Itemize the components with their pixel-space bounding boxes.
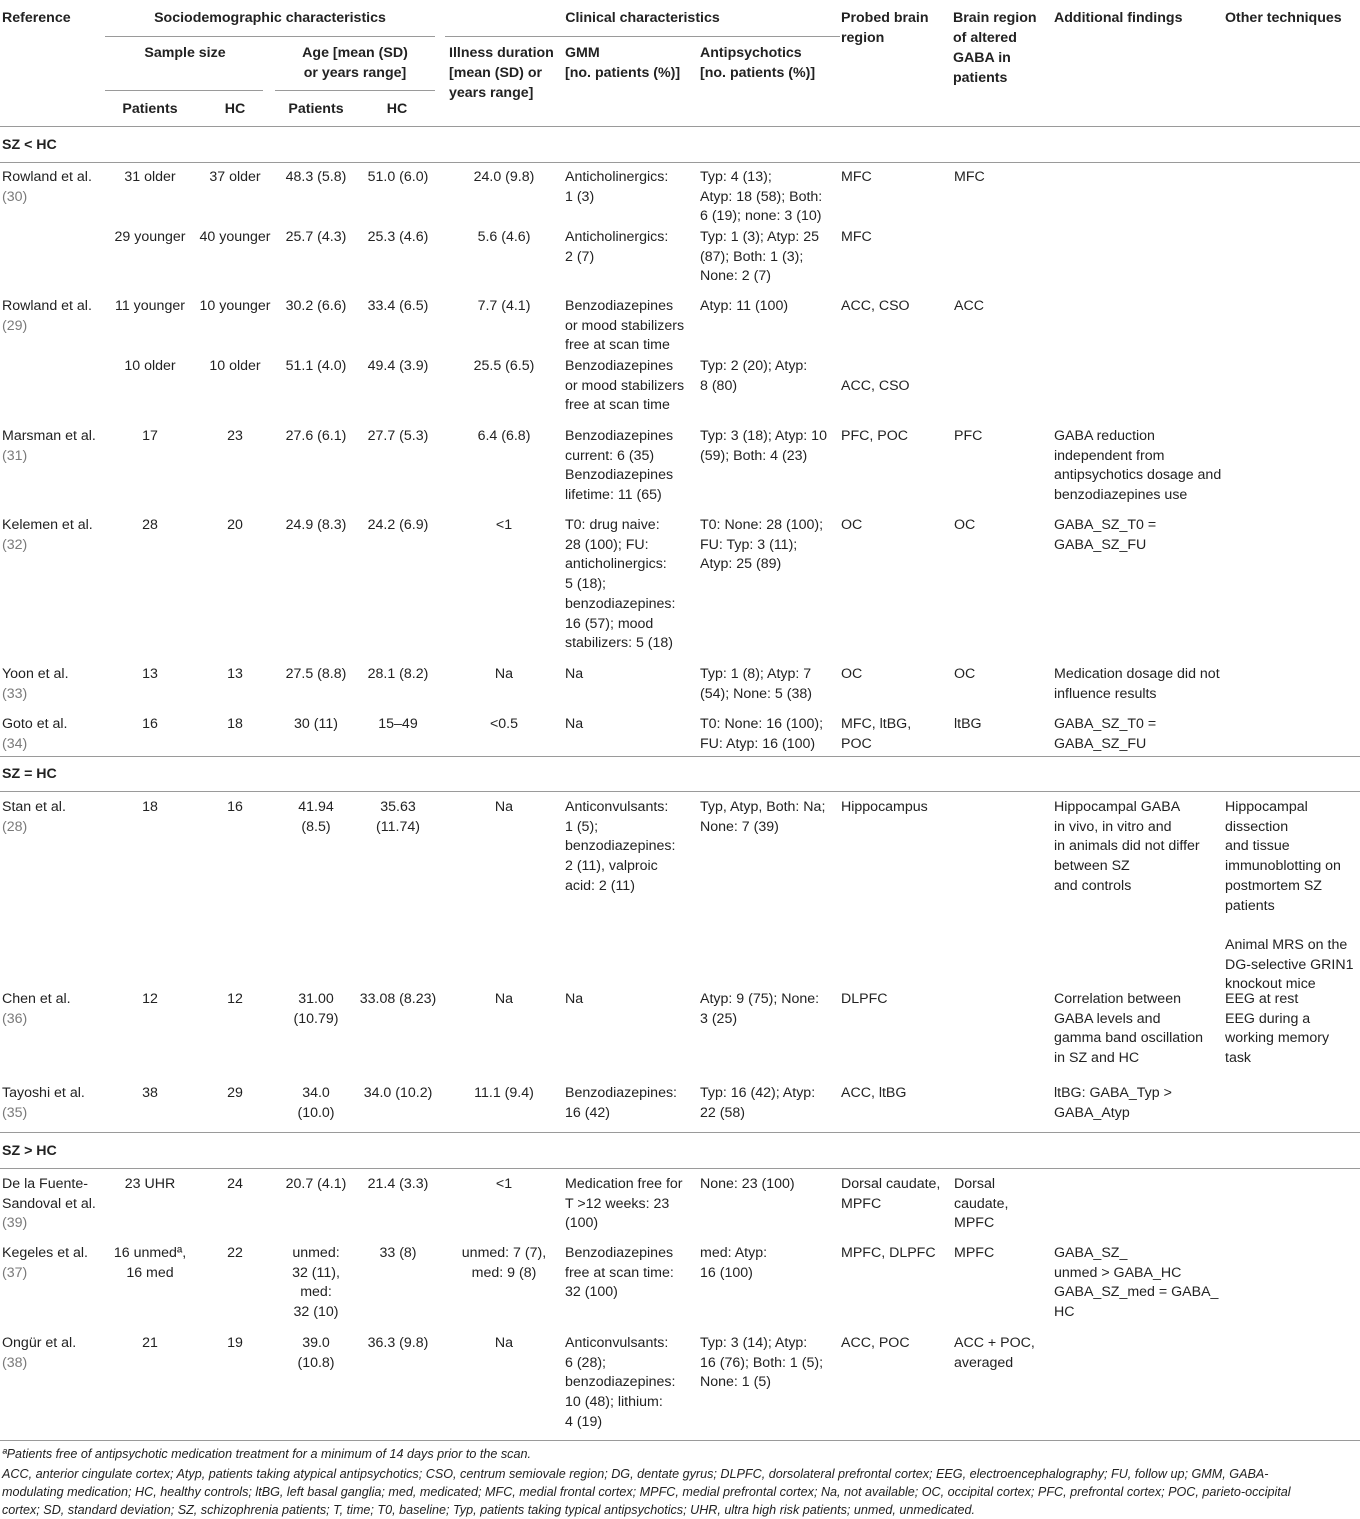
- cell-agep: 34.0: [302, 1085, 330, 1101]
- header-altered-l2: of altered: [953, 30, 1017, 46]
- cell-anti: 6 (19); none: 3 (10): [700, 208, 822, 225]
- cell-pt: 31 older: [124, 169, 176, 185]
- cell-pt: 17: [142, 428, 158, 444]
- cell-gmm: 4 (19): [565, 1413, 603, 1430]
- reference-name: Stan et al.: [2, 799, 66, 815]
- cell-add: GABA_SZ_med = GABA_: [1054, 1284, 1219, 1301]
- cell-add: ltBG: GABA_Typ >: [1054, 1085, 1172, 1101]
- cell-agep: 41.94: [298, 799, 334, 815]
- cell-other: patients: [1225, 897, 1275, 914]
- cell-pt: 18: [142, 799, 158, 815]
- cell-ill: <1: [495, 517, 513, 533]
- cell-add: antipsychotics dosage and: [1054, 467, 1222, 484]
- cell-probed: MFC: [841, 169, 872, 185]
- cell-altered: MFC: [954, 169, 985, 185]
- cell-add: GABA_SZ_T0 =: [1054, 716, 1157, 732]
- cell-pt: 13: [142, 666, 158, 682]
- cell-agep: 32 (11),: [292, 1264, 340, 1281]
- cell-altered: caudate,: [954, 1195, 1009, 1212]
- cell-ill: 7.7 (4.1): [477, 298, 531, 314]
- header-sample-size: Sample size: [144, 45, 226, 61]
- footnote: ACC, anterior cingulate cortex; Atyp, patients taking atypical antipsychotics; CSO, centrum semiovale region; DG, dentate gyrus; DLPFC, dorsolateral prefrontal cortex; EEG, electroencephalography; FU, follow up; GMM, GABA-: [2, 1467, 1269, 1481]
- cell-anti: (87); Both: 1 (3);: [700, 248, 804, 265]
- cell-agep: 31.00: [298, 991, 334, 1007]
- cell-add: GABA reduction: [1054, 428, 1155, 444]
- cell-anti: 8 (80): [700, 377, 738, 394]
- cell-ill: Na: [494, 799, 514, 815]
- cell-probed: OC: [841, 666, 863, 682]
- cell-other: working memory: [1225, 1030, 1330, 1047]
- cell-agep: 27.5 (8.8): [285, 666, 347, 682]
- cell-pt: 29 younger: [114, 229, 186, 245]
- cell-anti: Atyp: 18 (58); Both:: [700, 188, 823, 205]
- reference-number: (32): [2, 536, 28, 553]
- cell-gmm: free at scan time:: [565, 1264, 674, 1281]
- section-label: SZ < HC: [2, 137, 57, 153]
- cell-ageh: 24.2 (6.9): [367, 517, 429, 533]
- header-antipsychotics-l2: [no. patients (%)]: [700, 65, 816, 81]
- reference-number: (39): [2, 1215, 28, 1232]
- reference-name: Chen et al.: [2, 991, 71, 1007]
- cell-gmm: 2 (7): [565, 248, 595, 265]
- cell-gmm: Na: [565, 666, 584, 682]
- header-illness-l1: Illness duration: [449, 45, 554, 61]
- cell-ill: med: 9 (8): [471, 1264, 537, 1281]
- reference-name: De la Fuente-: [2, 1176, 88, 1192]
- cell-anti: 16 (100): [700, 1264, 753, 1281]
- header-age-l1: Age [mean (SD): [302, 45, 408, 61]
- cell-agep: (8.5): [301, 818, 331, 835]
- cell-anti: None: 7 (39): [700, 818, 779, 835]
- cell-agep: 24.9 (8.3): [285, 517, 347, 533]
- header-antipsychotics-l1: Antipsychotics: [700, 45, 802, 61]
- cell-gmm: benzodiazepines:: [565, 838, 676, 855]
- cell-other: DG-selective GRIN1: [1225, 956, 1354, 973]
- cell-ill: unmed: 7 (7),: [461, 1245, 547, 1261]
- cell-gmm: 16 (42): [565, 1104, 610, 1121]
- cell-agep: 20.7 (4.1): [285, 1176, 347, 1192]
- cell-agep: 25.7 (4.3): [285, 229, 347, 245]
- header-gmm-l2: [no. patients (%)]: [565, 65, 681, 81]
- cell-anti: FU: Typ: 3 (11);: [700, 536, 798, 553]
- cell-ageh: 27.7 (5.3): [367, 428, 429, 444]
- cell-gmm: Benzodiazepines: [565, 428, 674, 444]
- reference-number: (28): [2, 818, 28, 835]
- cell-gmm: (100): [565, 1215, 599, 1232]
- cell-gmm: Na: [565, 716, 584, 732]
- cell-altered: Dorsal: [954, 1176, 995, 1192]
- cell-anti: Atyp: 9 (75); None:: [700, 991, 820, 1007]
- cell-ill: <1: [495, 1176, 513, 1192]
- cell-probed: MFC, ltBG,: [841, 716, 912, 732]
- cell-probed: DLPFC: [841, 991, 888, 1007]
- cell-ill: 25.5 (6.5): [473, 358, 535, 374]
- header-altered-l1: Brain region: [953, 10, 1037, 26]
- header-rule: [275, 90, 435, 91]
- cell-probed: ACC, CSO: [841, 298, 910, 314]
- cell-anti: Typ, Atyp, Both: Na;: [700, 799, 826, 815]
- cell-probed: PFC, POC: [841, 428, 909, 444]
- cell-ageh: 21.4 (3.3): [367, 1176, 429, 1192]
- section-label: SZ > HC: [2, 1143, 57, 1159]
- cell-ill: 11.1 (9.4): [474, 1085, 534, 1101]
- cell-other: EEG during a: [1225, 1010, 1311, 1027]
- cell-ageh: 35.63: [380, 799, 416, 815]
- cell-ageh: (11.74): [376, 818, 420, 835]
- header-gmm-l1: GMM: [565, 45, 600, 61]
- cell-anti: Atyp: 11 (100): [700, 298, 789, 314]
- header-bottom-rule: [0, 126, 1360, 127]
- reference-number: (31): [2, 447, 28, 464]
- cell-agep: 27.6 (6.1): [285, 428, 347, 444]
- cell-ageh: 36.3 (9.8): [367, 1335, 429, 1351]
- cell-gmm: or mood stabilizers: [565, 377, 685, 394]
- header-additional: Additional findings: [1054, 10, 1183, 26]
- header-altered-l3: GABA in: [953, 50, 1011, 66]
- header-altered-l4: patients: [953, 70, 1008, 86]
- cell-agep: (10.79): [293, 1010, 339, 1027]
- cell-altered: OC: [954, 666, 976, 682]
- reference-number: (37): [2, 1264, 28, 1281]
- reference-number: (29): [2, 317, 28, 334]
- header-patients: Patients: [122, 101, 178, 117]
- cell-pt: 38: [142, 1085, 158, 1101]
- cell-gmm: anticholinergics:: [565, 556, 667, 573]
- reference-name: Rowland et al.: [2, 298, 92, 314]
- cell-add: gamma band oscillation: [1054, 1030, 1204, 1047]
- header-probed-l1: Probed brain: [841, 10, 929, 26]
- cell-pt: 10 older: [124, 358, 176, 374]
- cell-anti: Typ: 1 (3); Atyp: 25: [700, 229, 820, 245]
- header-patients: Patients: [288, 101, 344, 117]
- cell-altered: PFC: [954, 428, 983, 444]
- cell-agep: (10.0): [297, 1104, 335, 1121]
- cell-gmm: acid: 2 (11): [565, 877, 635, 894]
- reference-name: Yoon et al.: [2, 666, 69, 682]
- cell-hc: 23: [227, 428, 243, 444]
- cell-hc: 13: [227, 666, 243, 682]
- reference-name: Ongür et al.: [2, 1335, 77, 1351]
- section-divider: [0, 756, 1360, 757]
- cell-hc: 40 younger: [199, 229, 271, 245]
- cell-altered: MPFC: [954, 1215, 995, 1232]
- cell-anti: FU: Atyp: 16 (100): [700, 735, 816, 752]
- cell-hc: 22: [227, 1245, 243, 1261]
- cell-ageh: 33.08 (8.23): [359, 991, 437, 1007]
- cell-pt: 23 UHR: [124, 1176, 176, 1192]
- cell-gmm: Benzodiazepines:: [565, 1085, 678, 1101]
- cell-hc: 29: [227, 1085, 243, 1101]
- cell-ageh: 15–49: [378, 716, 418, 732]
- cell-anti: Atyp: 25 (89): [700, 556, 782, 573]
- section-label: SZ = HC: [2, 766, 57, 782]
- reference-number: (33): [2, 685, 28, 702]
- cell-probed: ACC, POC: [841, 1335, 910, 1351]
- cell-gmm: 32 (100): [565, 1284, 618, 1301]
- header-illness-l2: [mean (SD) or: [449, 65, 543, 81]
- cell-gmm: 1 (3): [565, 188, 595, 205]
- cell-pt: 11 younger: [115, 298, 185, 314]
- footnote: modulating medication; HC, healthy controls; ltBG, left basal ganglia; med, medicated; MFC, medial frontal cortex; MPFC, medial prefrontal cortex; Na, not available; OC, occipital cortex; PFC, prefrontal cortex; POC, parieto-occipital: [2, 1485, 1291, 1499]
- cell-gmm: 16 (57); mood: [565, 615, 654, 632]
- cell-agep: (10.8): [297, 1354, 335, 1371]
- cell-pt: 28: [142, 517, 158, 533]
- cell-ill: Na: [494, 1335, 514, 1351]
- cell-anti: Typ: 3 (18); Atyp: 10: [700, 428, 827, 444]
- cell-hc: 18: [227, 716, 243, 732]
- cell-anti: None: 23 (100): [700, 1176, 795, 1192]
- cell-gmm: T0: drug naive:: [565, 517, 660, 533]
- header-rule: [105, 90, 263, 91]
- cell-gmm: Benzodiazepines: [565, 358, 674, 374]
- cell-gmm: Benzodiazepines: [565, 1245, 674, 1261]
- cell-altered: MPFC: [954, 1245, 995, 1261]
- cell-hc: 10 younger: [199, 298, 271, 314]
- reference-name: Kegeles et al.: [2, 1245, 88, 1261]
- cell-anti: med: Atyp:: [700, 1245, 768, 1261]
- cell-add: influence results: [1054, 685, 1157, 702]
- cell-gmm: current: 6 (35): [565, 447, 655, 464]
- cell-add: benzodiazepines use: [1054, 487, 1188, 504]
- cell-ageh: 28.1 (8.2): [367, 666, 429, 682]
- cell-gmm: Anticholinergics:: [565, 229, 669, 245]
- cell-add: between SZ: [1054, 858, 1130, 875]
- cell-add: in vivo, in vitro and: [1054, 818, 1172, 835]
- cell-anti: 3 (25): [700, 1010, 738, 1027]
- cell-altered: ACC + POC,: [954, 1335, 1035, 1351]
- cell-hc: 19: [227, 1335, 243, 1351]
- cell-probed: Dorsal caudate,: [841, 1176, 941, 1192]
- cell-ill: 5.6 (4.6): [477, 229, 531, 245]
- cell-pt: 12: [142, 991, 158, 1007]
- cell-add: GABA_SZ_FU: [1054, 735, 1147, 752]
- header-reference: Reference: [2, 10, 71, 26]
- cell-add: independent from: [1054, 447, 1165, 464]
- cell-ageh: 33 (8): [379, 1245, 417, 1261]
- cell-other: postmortem SZ: [1225, 877, 1322, 894]
- cell-other: immunoblotting on: [1225, 858, 1341, 875]
- cell-gmm: Anticonvulsants:: [565, 799, 669, 815]
- cell-probed: MFC: [841, 229, 872, 245]
- reference-name: Goto et al.: [2, 716, 68, 732]
- cell-anti: T0: None: 28 (100);: [700, 517, 824, 533]
- cell-probed: POC: [841, 735, 872, 752]
- cell-hc: 20: [227, 517, 243, 533]
- cell-anti: 22 (58): [700, 1104, 745, 1121]
- cell-add: and controls: [1054, 877, 1132, 894]
- cell-anti: (59); Both: 4 (23): [700, 447, 808, 464]
- cell-anti: None: 2 (7): [700, 268, 771, 285]
- cell-agep: unmed:: [292, 1245, 340, 1261]
- cell-ageh: 25.3 (4.6): [367, 229, 429, 245]
- cell-altered: ACC: [954, 298, 984, 314]
- cell-other: Hippocampal: [1225, 799, 1308, 815]
- cell-anti: Typ: 1 (8); Atyp: 7: [700, 666, 812, 682]
- header-clinical: Clinical characteristics: [565, 10, 720, 26]
- cell-ill: 6.4 (6.8): [477, 428, 531, 444]
- cell-gmm: Benzodiazepines: [565, 467, 674, 484]
- cell-altered: OC: [954, 517, 976, 533]
- cell-anti: Typ: 3 (14); Atyp:: [700, 1335, 808, 1351]
- cell-pt: 16 unmedª,: [113, 1245, 187, 1261]
- cell-pt: 21: [142, 1335, 158, 1351]
- cell-gmm: 1 (5);: [565, 818, 599, 835]
- reference-name: Rowland et al.: [2, 169, 92, 185]
- cell-agep: 32 (10): [293, 1304, 339, 1321]
- cell-gmm: free at scan time: [565, 397, 670, 414]
- cell-ill: Na: [494, 991, 514, 1007]
- cell-ageh: 49.4 (3.9): [367, 358, 429, 374]
- cell-anti: (54); None: 5 (38): [700, 685, 812, 702]
- cell-hc: 37 older: [209, 169, 261, 185]
- cell-add: in SZ and HC: [1054, 1050, 1140, 1067]
- cell-probed: ACC, ltBG: [841, 1085, 907, 1101]
- cell-agep: 30 (11): [294, 716, 338, 732]
- reference-number: (34): [2, 735, 28, 752]
- cell-pt: 16 med: [126, 1264, 174, 1281]
- section-divider: [0, 1132, 1360, 1133]
- reference-number: (30): [2, 188, 28, 205]
- cell-gmm: 6 (28);: [565, 1354, 607, 1371]
- cell-probed: MPFC: [841, 1195, 882, 1212]
- cell-gmm: benzodiazepines:: [565, 595, 676, 612]
- reference-name: Tayoshi et al.: [2, 1085, 85, 1101]
- cell-gmm: Anticholinergics:: [565, 169, 669, 185]
- cell-add: in animals did not differ: [1054, 838, 1200, 855]
- cell-ill: 24.0 (9.8): [473, 169, 535, 185]
- cell-other: dissection: [1225, 818, 1289, 835]
- table-bottom-rule: [0, 1440, 1360, 1441]
- cell-altered: ltBG: [954, 716, 982, 732]
- cell-other: knockout mice: [1225, 976, 1316, 993]
- cell-add: Correlation between: [1054, 991, 1181, 1007]
- cell-gmm: benzodiazepines:: [565, 1374, 676, 1391]
- cell-gmm: Medication free for: [565, 1176, 683, 1192]
- cell-hc: 10 older: [209, 358, 261, 374]
- reference-number: (38): [2, 1354, 28, 1371]
- header-hc: HC: [224, 101, 246, 117]
- header-age-l2: or years range]: [303, 65, 407, 81]
- cell-add: Hippocampal GABA: [1054, 799, 1181, 815]
- header-rule: [445, 36, 840, 37]
- cell-hc: 16: [227, 799, 243, 815]
- cell-anti: Typ: 2 (20); Atyp:: [700, 358, 808, 374]
- cell-other: and tissue: [1225, 838, 1290, 855]
- cell-other: task: [1225, 1050, 1252, 1067]
- cell-pt: 16: [142, 716, 158, 732]
- cell-gmm: 5 (18);: [565, 576, 607, 593]
- section-rule: [0, 1168, 1360, 1169]
- cell-add: GABA_Atyp: [1054, 1104, 1130, 1121]
- cell-agep: 51.1 (4.0): [285, 358, 347, 374]
- cell-ill: <0.5: [489, 716, 518, 732]
- reference-name: Sandoval et al.: [2, 1195, 96, 1212]
- reference-name: Kelemen et al.: [2, 517, 93, 533]
- footnote: ªPatients free of antipsychotic medication treatment for a minimum of 14 days prior to the scan.: [2, 1447, 531, 1461]
- cell-anti: Typ: 4 (13);: [700, 169, 772, 185]
- cell-gmm: stabilizers: 5 (18): [565, 635, 674, 652]
- cell-anti: T0: None: 16 (100);: [700, 716, 824, 732]
- cell-add: GABA_SZ_FU: [1054, 536, 1147, 553]
- header-other: Other techniques: [1225, 10, 1342, 26]
- header-illness-l3: years range]: [449, 85, 534, 101]
- cell-altered: averaged: [954, 1354, 1014, 1371]
- cell-add: HC: [1054, 1304, 1075, 1321]
- section-rule: [0, 791, 1360, 792]
- header-rule: [105, 36, 435, 37]
- cell-ageh: 51.0 (6.0): [367, 169, 429, 185]
- cell-agep: 48.3 (5.8): [285, 169, 347, 185]
- cell-other: EEG at rest: [1225, 991, 1299, 1007]
- cell-anti: Typ: 16 (42); Atyp:: [700, 1085, 816, 1101]
- cell-agep: 30.2 (6.6): [285, 298, 347, 314]
- reference-number: (35): [2, 1104, 28, 1121]
- header-probed-l2: region: [841, 30, 885, 46]
- cell-gmm: 10 (48); lithium:: [565, 1394, 663, 1411]
- cell-hc: 12: [227, 991, 243, 1007]
- cell-gmm: Na: [565, 991, 584, 1007]
- cell-anti: 16 (76); Both: 1 (5);: [700, 1354, 824, 1371]
- cell-gmm: 2 (11), valproic: [565, 858, 658, 875]
- cell-other: Animal MRS on the: [1225, 936, 1348, 953]
- reference-name: Marsman et al.: [2, 428, 96, 444]
- cell-anti: None: 1 (5): [700, 1374, 771, 1391]
- section-rule: [0, 162, 1360, 163]
- cell-add: unmed > GABA_HC: [1054, 1264, 1182, 1281]
- cell-add: GABA levels and: [1054, 1010, 1161, 1027]
- cell-ageh: 34.0 (10.2): [363, 1085, 433, 1101]
- cell-probed: MPFC, DLPFC: [841, 1245, 936, 1261]
- header-sociodemographic: Sociodemographic characteristics: [154, 10, 386, 26]
- cell-agep: med:: [300, 1284, 332, 1301]
- cell-probed: ACC, CSO: [841, 377, 910, 394]
- cell-ageh: 33.4 (6.5): [367, 298, 429, 314]
- cell-gmm: free at scan time: [565, 337, 670, 354]
- cell-probed: Hippocampus: [841, 799, 928, 815]
- cell-gmm: Benzodiazepines: [565, 298, 674, 314]
- cell-add: Medication dosage did not: [1054, 666, 1220, 682]
- header-hc: HC: [386, 101, 408, 117]
- cell-ill: Na: [494, 666, 514, 682]
- reference-number: (36): [2, 1010, 28, 1027]
- cell-gmm: 28 (100); FU:: [565, 536, 649, 553]
- footnote: cortex; SD, standard deviation; SZ, schizophrenia patients; T, time; T0, baseline; Typ, patients taking typical antipsychotics; UHR, ultra high risk patients; unmed, unmedicated.: [2, 1503, 975, 1517]
- cell-add: GABA_SZ_: [1054, 1245, 1128, 1261]
- cell-agep: 39.0: [302, 1335, 330, 1351]
- cell-gmm: T >12 weeks: 23: [565, 1195, 670, 1212]
- cell-add: GABA_SZ_T0 =: [1054, 517, 1157, 533]
- cell-probed: OC: [841, 517, 863, 533]
- cell-gmm: or mood stabilizers: [565, 317, 685, 334]
- cell-gmm: lifetime: 11 (65): [565, 487, 662, 504]
- cell-hc: 24: [227, 1176, 243, 1192]
- cell-gmm: Anticonvulsants:: [565, 1335, 669, 1351]
